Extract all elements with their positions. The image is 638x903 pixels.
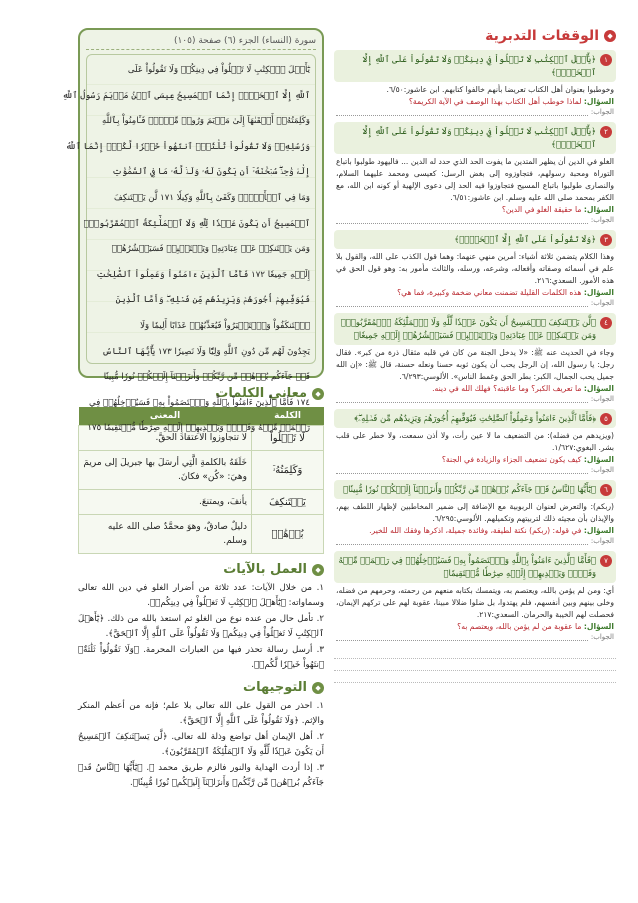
tadabbur-item bbox=[334, 122, 616, 224]
answer-line bbox=[336, 633, 588, 641]
tadabbur-question bbox=[334, 454, 616, 466]
action-item: ٢. تأمل حال من عنده نوع من الغلو ثم استعذ بالله من ذلك. ﴿يَٰٓأَهۡلَ ٱلۡكِتَٰبِ لَا تَغۡلُواْ فِي دِينِكُمۡ وَلَا تَقُولُواْ عَلَى ٱللَّهِ إِلَّا ٱلۡحَقَّ﴾. bbox=[78, 614, 324, 639]
tadabbur-verse: ﴿فَأَمَّا ٱلَّذِينَ ءَامَنُواْ بِٱللَّهِ وَٱعۡتَصَمُواْ بِهِۦ فَسَيُدۡخِلُهُمۡ فِي رَحۡمَةٖ مِّنۡهُ وَفَضۡلٖ وَيَهۡدِيهِمۡ إِلَيۡهِ صِرَٰطٗا مُّسۡتَقِيمٗا﴾ bbox=[338, 555, 596, 578]
meanings-word: بُرۡهَٰنٞ bbox=[252, 515, 324, 554]
right-column bbox=[334, 28, 616, 683]
action-list bbox=[78, 581, 324, 672]
tadabbur-answer bbox=[334, 537, 616, 545]
tadabbur-commentary: الغلو في الدين أن يظهر المتدين ما يفوت الحد الذي حدد له الدين ... فاليهود طولبوا باتباع التوراة ومحبة رسولهم، فتجاوزوه إلى بغض الرسل: كعيسى ومحمد عليهما السلام، والنصارى طولبوا باتباع المسيح فتجاوزوا فيه الحد إلى دعوى الإلهية أو كونه ابن الله، مع الكفر بمحمد صلى الله عليه وسلم. ابن عاشور:٦/٥١. bbox=[336, 157, 614, 202]
answer-label: الجواب: bbox=[590, 299, 614, 307]
section-dot-icon: ◆ bbox=[312, 682, 324, 694]
quran-line: ٱلۡمَسِيحُ أَن يَكُونَ عَبۡدٗا لِّلَّهِ وَلَا ٱلۡمَلَٰٓئِكَةُ ٱلۡمُقَرَّبُونَۚ bbox=[83, 218, 310, 229]
tadabbur-verse-box bbox=[334, 409, 616, 428]
guidance-item: ٣. إذا أردت الهداية والنور فالزم طريق محمد ﷺ. ﴿يَٰٓأَيُّهَا ٱلنَّاسُ قَدۡ جَآءَكُم بُرۡهَٰنٞ مِّن رَّبِّكُمۡ وَأَنزَلۡنَآ إِلَيۡكُمۡ نُورٗا مُّبِينٗا﴾. bbox=[78, 763, 324, 788]
guidance-section-title bbox=[78, 680, 324, 695]
tadabbur-commentary: أي: ومن لم يؤمن بالله، ويعتصم به، ويتمسك بكتابه منعهم من رحمته، وحرمهم من فضله، وخلى بينهم وبين أنفسهم، فلم يهتدوا، بل ضلوا ضلالا مبينا، عقوبة لهم على تركهم الإيمان، فحصلت لهم الخيبة والحرمان. السعدي:٢١٧. bbox=[336, 586, 614, 619]
meanings-word: لَا تَغۡلُواْ bbox=[252, 426, 324, 451]
tadabbur-answer bbox=[334, 216, 616, 224]
quran-line: إِلَٰهٞ وَٰحِدٞۖ سُبۡحَٰنَهُۥٓ أَن يَكُونَ لَهُۥ وَلَدٞۘ لَّهُۥ مَا فِي ٱلسَّمَٰوَٰتِ bbox=[112, 167, 310, 178]
question-label: السؤال: bbox=[583, 97, 614, 106]
quran-line: يَٰٓأَهۡلَ ٱلۡكِتَٰبِ لَا تَغۡلُواْ فِي دِينِكُمۡ وَلَا تَقُولُواْ عَلَى bbox=[127, 65, 310, 75]
tadabbur-verse-box bbox=[334, 230, 616, 249]
tadabbur-number-badge: ٢ bbox=[600, 126, 612, 138]
question-label: السؤال: bbox=[583, 455, 614, 464]
tadabbur-question bbox=[334, 96, 616, 108]
tadabbur-answer bbox=[334, 299, 616, 307]
guidance-title: التوجيهات bbox=[243, 680, 307, 695]
meanings-meaning: يأنفَ، ويمتنعَ. bbox=[79, 490, 252, 515]
blank-answer-lines bbox=[334, 647, 616, 683]
quran-line: رَحۡمَةٖ مِّنۡهُ وَفَضۡلٖ وَيَهۡدِيهِمۡ إِلَيۡهِ صِرَٰطٗا مُّسۡتَقِيمٗا ١٧٥ bbox=[87, 423, 310, 434]
tadabbur-question bbox=[334, 287, 616, 299]
tadabbur-verse: ﴿فَأَمَّا ٱلَّذِينَ ءَامَنُواْ وَعَمِلُواْ ٱلصَّٰلِحَٰتِ فَيُوَفِّيهِمۡ أُجُورَهُمۡ وَيَزِيدُهُم مِّن فَضۡلِهِۦۖ﴾ bbox=[354, 413, 596, 423]
answer-line bbox=[336, 395, 588, 403]
guidance-item: ٢. أهل الإيمان أهل تواضع وذلة لله تعالى. ﴿لَّن يَسۡتَنكِفَ ٱلۡمَسِيحُ أَن يَكُونَ عَبۡدٗا لِّلَّهِ وَلَا ٱلۡمَلَٰٓئِكَةُ ٱلۡمُقَرَّبُونَ﴾. bbox=[78, 732, 324, 757]
meanings-word: يَسۡتَنكِفَ bbox=[252, 490, 324, 515]
meanings-title: معاني الكلمات bbox=[215, 386, 307, 401]
question-label: السؤال: bbox=[583, 384, 614, 393]
question-text: ما حقيقة الغلو في الدين؟ bbox=[501, 205, 582, 214]
tadabbur-item bbox=[334, 50, 616, 116]
section-dot-icon: ◆ bbox=[312, 564, 324, 576]
answer-label: الجواب: bbox=[590, 216, 614, 224]
section-dot-icon: ◆ bbox=[312, 388, 324, 400]
blank-line bbox=[334, 671, 616, 683]
tadabbur-item bbox=[334, 313, 616, 403]
tadabbur-list bbox=[334, 50, 616, 641]
answer-line bbox=[336, 216, 588, 224]
answer-line bbox=[336, 466, 588, 474]
action-item: ١. من خلال الآيات: عدد ثلاثة من أضرار الغلو في دين الله تعالى وسماواته: ﴿يَٰٓأَهۡلَ ٱلۡكِتَٰبِ لَا تَغۡلُواْ فِي دِينِكُمۡ﴾. bbox=[78, 583, 324, 608]
question-text: ما عقوبة من لم يؤمن بالله، ويعتصم به؟ bbox=[457, 622, 582, 631]
quran-line: ٱسۡتَنكَفُواْ وَٱسۡتَكۡبَرُواْ فَيُعَذِّبُهُمۡ عَذَابًا أَلِيمٗا وَلَا bbox=[140, 320, 310, 331]
meanings-header-word: الكلمة bbox=[252, 407, 324, 426]
tadabbur-commentary: وهذا الكلام يتضمن ثلاثة أشياء: أمرين منهي عنهما: وهما قول الكذب على الله، والقول بلا علم في أسمائه وصفاته وأفعاله، وشرعه، ورسله، والثالث مأمور به: وهو قول الحق في هذه الأمور. السعدي:٢١٦. bbox=[336, 252, 614, 285]
answer-line bbox=[336, 299, 588, 307]
tadabbur-number-badge: ٣ bbox=[600, 234, 612, 246]
meanings-row bbox=[79, 515, 324, 554]
answer-label: الجواب: bbox=[590, 395, 614, 403]
tadabbur-question bbox=[334, 204, 616, 216]
quran-line: يَجِدُونَ لَهُم مِّن دُونِ ٱللَّهِ وَلِيّٗا وَلَا نَصِيرٗا ١٧٣ يَٰٓأَيُّهَا ٱلنَّاسُ bbox=[102, 346, 310, 357]
action-title: العمل بالآيات bbox=[223, 562, 307, 577]
action-section-title bbox=[78, 562, 324, 577]
tadabbur-item bbox=[334, 409, 616, 474]
question-text: في قوله: (ربكم) نكتة لطيفة، وفائدة جميلة، اذكرها وفقك الله للخير. bbox=[369, 526, 582, 535]
tadabbur-verse: ﴿وَلَا تَقُولُواْ عَلَى ٱللَّهِ إِلَّا ٱلۡحَقَّۚ﴾ bbox=[454, 234, 596, 244]
tadabbur-number-badge: ١ bbox=[600, 54, 612, 66]
question-text: هذه الكلمات القليلة تضمنت معاني ضخمة وكبيرة، فما هي؟ bbox=[397, 288, 582, 297]
meanings-row bbox=[79, 490, 324, 515]
quran-line: وَمَا فِي ٱلۡأَرۡضِۗ وَكَفَىٰ بِٱللَّهِ وَكِيلٗا ١٧١ لَّن يَسۡتَنكِفَ bbox=[113, 192, 310, 203]
tadabbur-question bbox=[334, 383, 616, 395]
tadabbur-verse-box bbox=[334, 50, 616, 82]
tadabbur-commentary: (ربكم): والتعرض لعنوان الربوبية مع الإضافة إلى ضمير المخاطبين لإظهار اللطف بهم، والإيذان بأن مجيئه ذلك لتربيتهم وتكميلهم. الألوسي:٦/٢٩٥. bbox=[336, 502, 614, 523]
question-label: السؤال: bbox=[583, 526, 614, 535]
meanings-header-meaning: المعنى bbox=[79, 407, 252, 426]
tadabbur-title: الوقفات التدبرية bbox=[485, 28, 599, 44]
section-dot-icon: ◆ bbox=[604, 30, 616, 42]
question-text: كيف يكون تضعيف الجزاء والزيادة في الجنة؟ bbox=[441, 455, 582, 464]
quran-line: ١٧٤ فَأَمَّا ٱلَّذِينَ ءَامَنُواْ بِٱللَّهِ وَٱعۡتَصَمُواْ بِهِۦ فَسَيُدۡخِلُهُمۡ فِي bbox=[89, 397, 310, 408]
tadabbur-commentary: وجاء في الحديث عنه ﷺ: «لا يدخل الجنة من كان في قلبه مثقال ذرة من كبر». فقال رجل: يا رسول الله، إن الرجل يحب أن يكون ثوبه حسنا ونعله حسنة، قال ﷺ: «إن الله جميل يحب الجمال، الكبر: بطر الحق وغمط الناس». الألوسي:٦/٢٩٣. bbox=[336, 348, 614, 381]
tadabbur-item bbox=[334, 230, 616, 307]
guidance-item: ١. احذر من القول على الله تعالى بلا علم؛ فإنه من أعظم المنكر والإثم. ﴿وَلَا تَقُولُواْ عَلَى ٱللَّهِ إِلَّا ٱلۡحَقَّ﴾. bbox=[78, 701, 324, 726]
tadabbur-answer bbox=[334, 466, 616, 474]
tadabbur-answer bbox=[334, 633, 616, 641]
tadabbur-number-badge: ٦ bbox=[600, 484, 612, 496]
tadabbur-verse-box bbox=[334, 313, 616, 345]
left-column bbox=[62, 28, 324, 792]
quran-line: وَرُسُلِهِۦۖ وَلَا تَقُولُواْ ثَلَٰثَةٌۚ ٱنتَهُواْ خَيۡرٗا لَّكُمۡۚ إِنَّمَا ٱللَّهُ bbox=[65, 141, 310, 152]
tadabbur-verse-box bbox=[334, 551, 616, 583]
answer-line bbox=[336, 537, 588, 545]
answer-label: الجواب: bbox=[590, 108, 614, 116]
quran-line: إِلَيۡهِ جَمِيعٗا ١٧٢ فَأَمَّا ٱلَّذِينَ ءَامَنُواْ وَعَمِلُواْ ٱلصَّٰلِحَٰتِ bbox=[96, 269, 310, 280]
question-label: السؤال: bbox=[583, 288, 614, 297]
quran-page-header: سورة (النساء) الجزء (٦) صفحة (١٠٥) bbox=[86, 36, 316, 50]
tadabbur-verse: ﴿يَٰٓأَهۡلَ ٱلۡكِتَٰبِ لَا تَغۡلُواْ فِي دِينِكُمۡ وَلَا تَقُولُواْ عَلَى ٱللَّهِ إِلَّا ٱلۡحَقَّۚ﴾ bbox=[362, 54, 596, 77]
quran-line: وَمَن يَسۡتَنكِفۡ عَنۡ عِبَادَتِهِۦ وَيَسۡتَكۡبِرۡ فَسَيَحۡشُرُهُمۡ bbox=[111, 244, 310, 255]
meanings-meaning: دليلٌ صادقٌ، وهوَ محمَّدٌ صلى الله عليه وسلم. bbox=[79, 515, 252, 554]
tadabbur-number-badge: ٧ bbox=[600, 555, 612, 567]
tadabbur-question bbox=[334, 621, 616, 633]
question-text: لماذا خوطب أهل الكتاب بهذا الوصف في الآية الكريمة؟ bbox=[408, 97, 582, 106]
tadabbur-verse-box bbox=[334, 480, 616, 499]
tadabbur-commentary: (ويزيدهم من فضله): من التضعيف ما لا عين رأت، ولا أذن سمعت، ولا خطر على قلب بشر. البغوي:١/٦٢٧. bbox=[336, 431, 614, 452]
tadabbur-commentary: وخوطبوا بعنوان أهل الكتاب تعريضا بأنهم خالفوا كتابهم. ابن عاشور:٦/٥٠. bbox=[386, 85, 614, 94]
quran-line: فَيُوَفِّيهِمۡ أُجُورَهُمۡ وَيَزِيدُهُم مِّن فَضۡلِهِۦۖ وَأَمَّا ٱلَّذِينَ bbox=[115, 295, 310, 306]
meanings-meaning: لا تتجاوزوا الاعتقادَ الحقَّ. bbox=[79, 426, 252, 451]
meanings-word: وَكَلِمَتُهُۥٓ bbox=[252, 451, 324, 490]
answer-label: الجواب: bbox=[590, 466, 614, 474]
quran-line: وَكَلِمَتُهُۥٓ أَلۡقَىٰهَآ إِلَىٰ مَرۡيَمَ وَرُوحٞ مِّنۡهُۖ فَـَٔامِنُواْ بِٱللَّهِ bbox=[101, 116, 310, 127]
guidance-list bbox=[78, 699, 324, 790]
quran-line: ٱللَّهِ إِلَّا ٱلۡحَقَّۚ إِنَّمَا ٱلۡمَسِيحُ عِيسَى ٱبۡنُ مَرۡيَمَ رَسُولُ ٱللَّهِ bbox=[62, 90, 310, 101]
meanings-meaning: خَلَقَهُ بالكلمةِ الَّتِي أرسَلَ بها جبريلَ إلى مريمَ وهيَ: «كُن» فكانَ. bbox=[79, 451, 252, 490]
tadabbur-number-badge: ٤ bbox=[600, 317, 612, 329]
answer-line bbox=[336, 108, 588, 116]
tadabbur-section-title bbox=[334, 28, 616, 44]
tadabbur-verse: ﴿يَٰٓأَيُّهَا ٱلنَّاسُ قَدۡ جَآءَكُم بُرۡهَٰنٞ مِّن رَّبِّكُمۡ وَأَنزَلۡنَآ إِلَيۡكُمۡ نُورٗا مُّبِينٗا﴾ bbox=[343, 484, 596, 494]
answer-label: الجواب: bbox=[590, 537, 614, 545]
tadabbur-verse-box bbox=[334, 122, 616, 154]
tadabbur-number-badge: ٥ bbox=[600, 413, 612, 425]
tadabbur-verse: ﴿لَّن يَسۡتَنكِفَ ٱلۡمَسِيحُ أَن يَكُونَ عَبۡدٗا لِّلَّهِ وَلَا ٱلۡمَلَٰٓئِكَةُ ٱلۡمُقَرَّبُونَۚ وَمَن يَسۡتَنكِفۡ عَنۡ عِبَادَتِهِۦ وَيَسۡتَكۡبِرۡ فَسَيَحۡشُرُهُمۡ إِلَيۡهِ جَمِيعٗا﴾ bbox=[340, 317, 596, 340]
tadabbur-answer bbox=[334, 108, 616, 116]
tadabbur-item bbox=[334, 480, 616, 545]
tadabbur-item bbox=[334, 551, 616, 641]
question-text: ما تعريف الكبر؟ وما عاقبته؟ فهلك الله في دينه. bbox=[432, 384, 582, 393]
blank-line bbox=[334, 647, 616, 659]
meanings-row bbox=[79, 451, 324, 490]
tadabbur-answer bbox=[334, 395, 616, 403]
action-item: ٣. أرسل رسالة تحذر فيها من العبارات المحرمة. ﴿وَلَا تَقُولُواْ ثَلَٰثَةٌۚ ٱنتَهُواْ خَيۡرٗا لَّكُمۡ﴾. bbox=[78, 645, 324, 670]
quran-line: قَدۡ جَآءَكُم بُرۡهَٰنٞ مِّن رَّبِّكُمۡ وَأَنزَلۡنَآ إِلَيۡكُمۡ نُورٗا مُّبِينٗا bbox=[103, 372, 310, 383]
answer-label: الجواب: bbox=[590, 633, 614, 641]
tadabbur-verse: ﴿يَٰٓأَهۡلَ ٱلۡكِتَٰبِ لَا تَغۡلُواْ فِي دِينِكُمۡ وَلَا تَقُولُواْ عَلَى ٱللَّهِ إِلَّا ٱلۡحَقَّۚ﴾ bbox=[362, 126, 596, 149]
tadabbur-question bbox=[334, 525, 616, 537]
blank-line bbox=[334, 659, 616, 671]
question-label: السؤال: bbox=[583, 622, 614, 631]
question-label: السؤال: bbox=[583, 205, 614, 214]
